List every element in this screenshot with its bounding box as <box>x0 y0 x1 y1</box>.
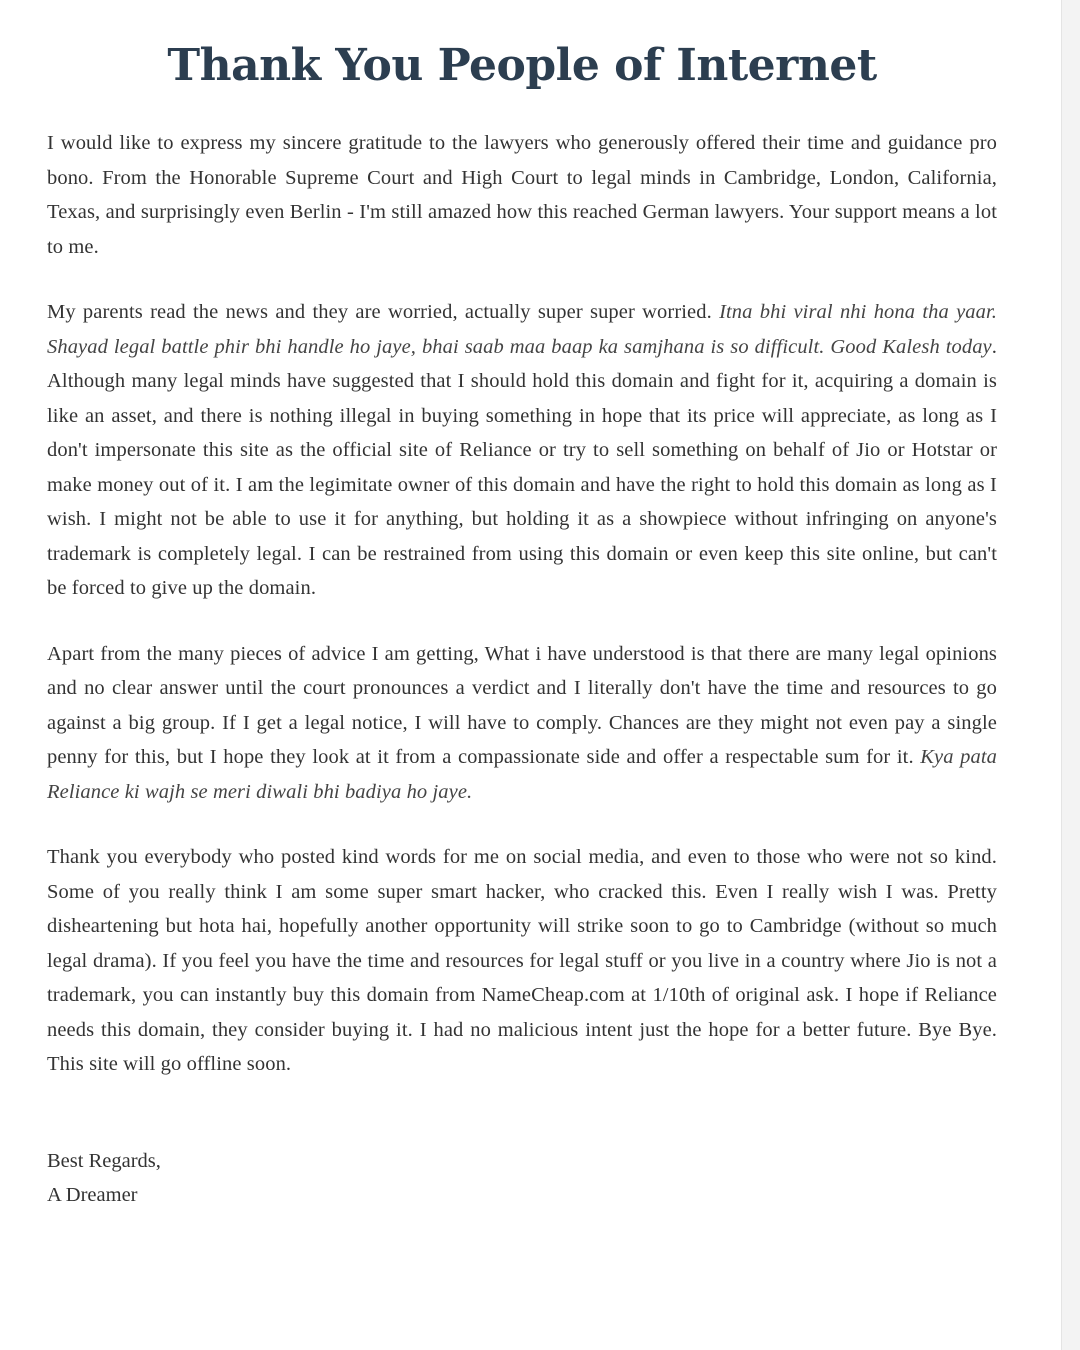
hinglish-aside: Itna bhi viral nhi hona tha yaar. Shayad legal battle phir bhi handle ho jaye, bhai saab maa baap ka samjhana is so difficult. Good Kalesh today <box>47 301 998 358</box>
text-segment: Thank you everybody who posted kind words for me on social media, and even to those who were not so kind. Some of you really think I am some super smart hacker, who cracked this. Even I really wish I was. Pretty disheartening but hota hai, hopefully another opportunity will strike soon to go to Cambridge (without so much legal drama). If you feel you have the time and resources for legal stuff or you live in a country where Jio is not a trademark, you can instantly buy this domain from NameCheap.com at 1/10th of original ask. I hope if Reliance needs this domain, they consider buying it. I had no malicious intent just the hope for a better future. Bye Bye. This site will go offline soon. <box>47 846 997 1075</box>
author-name: A Dreamer <box>47 1183 138 1206</box>
letter-body <box>47 126 997 1082</box>
page-title: Thank You People of Internet <box>167 40 877 91</box>
text-segment: My parents read the news and they are worried, actually super super worried. <box>47 301 720 323</box>
paragraph-gratitude <box>47 126 997 264</box>
scrollbar-track[interactable] <box>1061 0 1080 1350</box>
paragraph-parents-domain <box>47 295 997 606</box>
text-segment: I would like to express my sincere gratitude to the lawyers who generously offered their time and guidance pro bono. From the Honorable Supreme Court and High Court to legal minds in Cambridge, London, California, Texas, and surprisingly even Berlin - I'm still amazed how this reached German lawyers. Your support means a lot to me. <box>47 132 997 258</box>
hinglish-aside: Kya pata Reliance ki wajh se meri diwali bhi badiya ho jaye. <box>47 746 997 803</box>
letter-page <box>47 0 997 1212</box>
text-segment: Apart from the many pieces of advice I am getting, What i have understood is that there are many legal opinions and no clear answer until the court pronounces a verdict and I literally don't have the time and resources to go against a big group. If I get a legal notice, I will have to comply. Chances are they might not even pay a single penny for this, but I hope they look at it from a compassionate side and offer a respectable sum for it. <box>47 642 997 768</box>
signature-block <box>47 1144 997 1212</box>
paragraph-thanks-sale <box>47 840 997 1082</box>
closing-text: Best Regards, <box>47 1149 161 1172</box>
paragraph-legal-advice <box>47 637 997 810</box>
text-segment: . Although many legal minds have suggested that I should hold this domain and fight for it, acquiring a domain is like an asset, and there is nothing illegal in buying something in hope that its price will appreciate, as long as I don't impersonate this site as the official site of Reliance or try to sell something on behalf of Jio or Hotstar or make money out of it. I am the legimitate owner of this domain and have the right to hold this domain as long as I wish. I might not be able to use it for anything, but holding it as a showpiece without infringing on anyone's trademark is completely legal. I can be restrained from using this domain or even keep this site online, but can't be forced to give up the domain. <box>47 335 997 599</box>
